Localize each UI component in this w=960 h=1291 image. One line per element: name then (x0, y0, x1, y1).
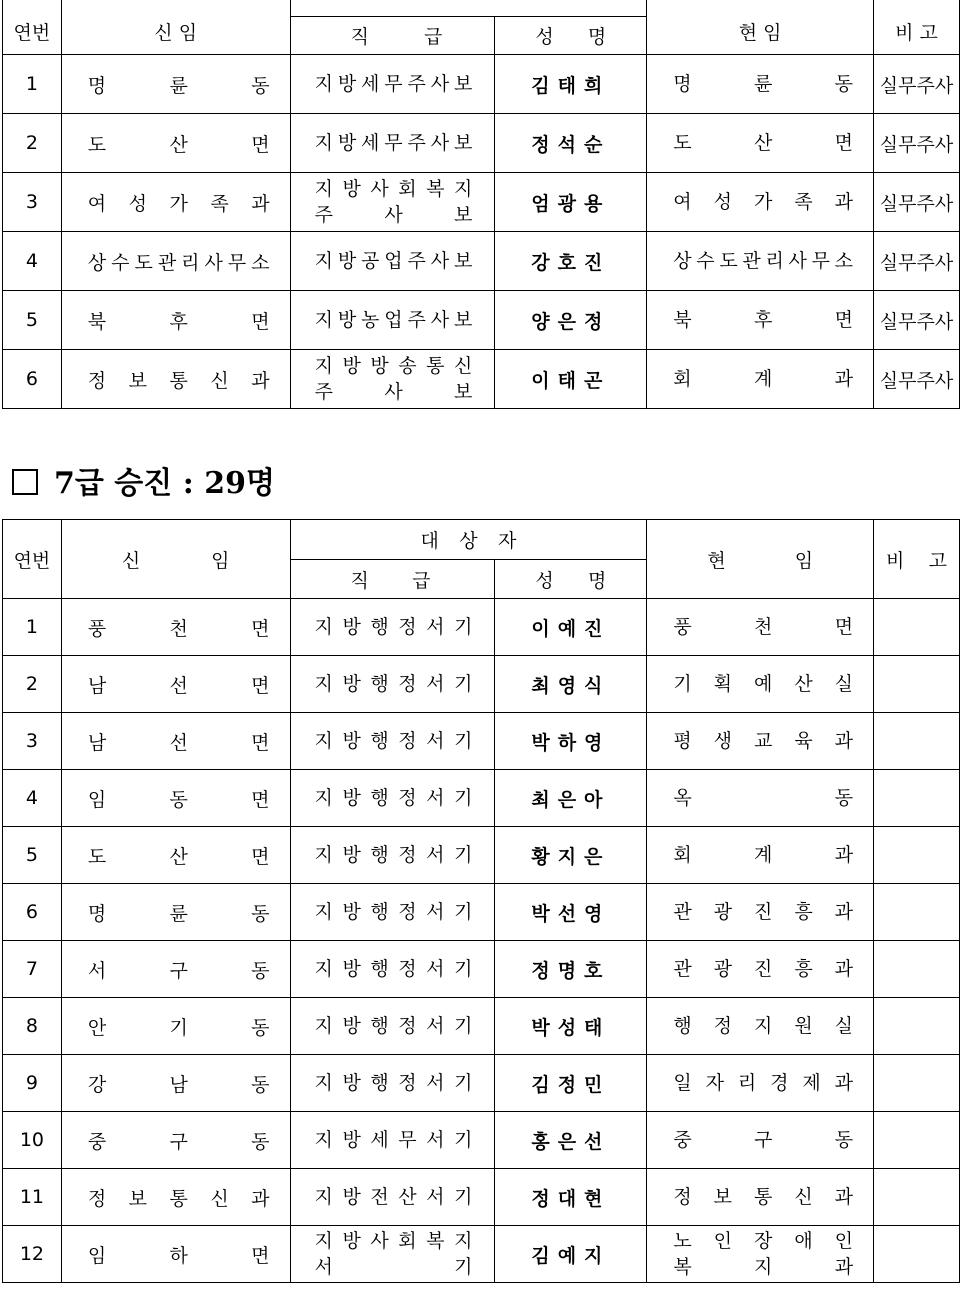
note: 실무주사 (874, 350, 960, 409)
table-row (3, 1055, 960, 1112)
note (874, 599, 960, 656)
person-name: 정대현 (495, 1169, 647, 1226)
current-post: 노 인 장 애 인 복 지 과 (647, 1226, 874, 1283)
row-number: 5 (3, 291, 62, 350)
new-post: 정 보 통 신 과 (61, 350, 290, 409)
note (874, 1055, 960, 1112)
note: 실무주사 (874, 114, 960, 173)
rank: 지 방 사 회 복 지 주 사 보 (290, 173, 495, 232)
rank: 지 방 세 무 서 기 (290, 1112, 495, 1169)
person-name: 박하영 (495, 713, 647, 770)
new-post: 남 선 면 (61, 656, 290, 713)
table-row (3, 599, 960, 656)
row-number: 10 (3, 1112, 62, 1169)
person-name: 엄광용 (495, 173, 647, 232)
new-post: 남 선 면 (61, 713, 290, 770)
row-number: 6 (3, 350, 62, 409)
current-post: 도 산 면 (647, 114, 874, 173)
current-post: 중 구 동 (647, 1112, 874, 1169)
row-number: 4 (3, 232, 62, 291)
row-number: 1 (3, 599, 62, 656)
current-post: 여 성 가 족 과 (647, 173, 874, 232)
header-note: 비 고 (874, 0, 960, 55)
person-name: 홍은선 (495, 1112, 647, 1169)
rank: 지 방 행 정 서 기 (290, 941, 495, 998)
row-number: 6 (3, 884, 62, 941)
new-post: 여 성 가 족 과 (61, 173, 290, 232)
table-row (3, 827, 960, 884)
rank: 지 방 행 정 서 기 (290, 998, 495, 1055)
checkbox-square-icon (12, 469, 38, 495)
new-post: 안 기 동 (61, 998, 290, 1055)
current-post: 일 자 리 경 제 과 (647, 1055, 874, 1112)
new-post: 명 륜 동 (61, 884, 290, 941)
row-number: 3 (3, 173, 62, 232)
promotion-table-2 (2, 519, 960, 1283)
person-name: 이예진 (495, 599, 647, 656)
row-number: 2 (3, 114, 62, 173)
table-row (3, 770, 960, 827)
current-post: 북 후 면 (647, 291, 874, 350)
table-row (3, 713, 960, 770)
person-name: 이태곤 (495, 350, 647, 409)
note (874, 827, 960, 884)
current-post: 풍 천 면 (647, 599, 874, 656)
current-post: 명 륜 동 (647, 55, 874, 114)
rank: 지 방 방 송 통 신 주 사 보 (290, 350, 495, 409)
current-post: 회 계 과 (647, 350, 874, 409)
row-number: 12 (3, 1226, 62, 1283)
row-number: 5 (3, 827, 62, 884)
new-post: 정 보 통 신 과 (61, 1169, 290, 1226)
person-name: 김예지 (495, 1226, 647, 1283)
header-name: 성 명 (495, 17, 647, 55)
table-row (3, 884, 960, 941)
person-name: 박선영 (495, 884, 647, 941)
note (874, 1112, 960, 1169)
note: 실무주사 (874, 173, 960, 232)
table-row (3, 55, 960, 114)
person-name: 최은아 (495, 770, 647, 827)
table-row (3, 232, 960, 291)
rank: 지 방 행 정 서 기 (290, 1055, 495, 1112)
section-title: 7급 승진 : 29명 (12, 458, 275, 502)
header-target-cut (290, 0, 647, 17)
new-post: 강 남 동 (61, 1055, 290, 1112)
rank: 지 방 세 무 주 사 보 (290, 55, 495, 114)
table-row (3, 941, 960, 998)
row-number: 4 (3, 770, 62, 827)
table-row (3, 656, 960, 713)
current-post: 옥 동 (647, 770, 874, 827)
current-post: 정 보 통 신 과 (647, 1169, 874, 1226)
note (874, 713, 960, 770)
new-post: 풍 천 면 (61, 599, 290, 656)
new-post: 상 수 도 관 리 사 무 소 (61, 232, 290, 291)
table-row (3, 1112, 960, 1169)
new-post: 명 륜 동 (61, 55, 290, 114)
person-name: 정석순 (495, 114, 647, 173)
person-name: 정명호 (495, 941, 647, 998)
person-name: 김정민 (495, 1055, 647, 1112)
header-no: 연번 (3, 520, 62, 599)
note (874, 770, 960, 827)
note (874, 941, 960, 998)
person-name: 양은정 (495, 291, 647, 350)
current-post: 행 정 지 원 실 (647, 998, 874, 1055)
header-current-post: 현 임 (647, 520, 874, 599)
current-post: 관 광 진 흥 과 (647, 884, 874, 941)
header-name: 성 명 (495, 560, 647, 599)
new-post: 임 동 면 (61, 770, 290, 827)
table-row (3, 350, 960, 409)
table-row (3, 1169, 960, 1226)
header-note: 비 고 (874, 520, 960, 599)
row-number: 7 (3, 941, 62, 998)
row-number: 2 (3, 656, 62, 713)
current-post: 회 계 과 (647, 827, 874, 884)
table-row (3, 173, 960, 232)
table-row (3, 114, 960, 173)
header-new-post: 신 임 (61, 520, 290, 599)
current-post: 상 수 도 관 리 사 무 소 (647, 232, 874, 291)
rank: 지 방 사 회 복 지 서 기 (290, 1226, 495, 1283)
row-number: 3 (3, 713, 62, 770)
row-number: 8 (3, 998, 62, 1055)
table-row (3, 998, 960, 1055)
current-post: 관 광 진 흥 과 (647, 941, 874, 998)
note (874, 884, 960, 941)
row-number: 1 (3, 55, 62, 114)
row-number: 11 (3, 1169, 62, 1226)
person-name: 황지은 (495, 827, 647, 884)
rank: 지 방 행 정 서 기 (290, 884, 495, 941)
note (874, 656, 960, 713)
rank: 지 방 행 정 서 기 (290, 599, 495, 656)
note (874, 1226, 960, 1283)
person-name: 최영식 (495, 656, 647, 713)
new-post: 북 후 면 (61, 291, 290, 350)
current-post: 평 생 교 육 과 (647, 713, 874, 770)
note (874, 998, 960, 1055)
new-post: 중 구 동 (61, 1112, 290, 1169)
header-target: 대 상 자 (290, 520, 647, 560)
note: 실무주사 (874, 232, 960, 291)
rank: 지 방 행 정 서 기 (290, 656, 495, 713)
new-post: 서 구 동 (61, 941, 290, 998)
current-post: 기 획 예 산 실 (647, 656, 874, 713)
note: 실무주사 (874, 291, 960, 350)
note: 실무주사 (874, 55, 960, 114)
new-post: 임 하 면 (61, 1226, 290, 1283)
person-name: 박성태 (495, 998, 647, 1055)
rank: 지 방 농 업 주 사 보 (290, 291, 495, 350)
person-name: 강호진 (495, 232, 647, 291)
header-current-post: 현 임 (647, 0, 874, 55)
table-row (3, 1226, 960, 1283)
note (874, 1169, 960, 1226)
row-number: 9 (3, 1055, 62, 1112)
rank: 지 방 공 업 주 사 보 (290, 232, 495, 291)
header-no: 연번 (3, 0, 62, 55)
rank: 지 방 행 정 서 기 (290, 827, 495, 884)
header-new-post: 신 임 (61, 0, 290, 55)
promotion-table-1 (2, 0, 960, 409)
rank: 지 방 행 정 서 기 (290, 770, 495, 827)
person-name: 김태희 (495, 55, 647, 114)
rank: 지 방 전 산 서 기 (290, 1169, 495, 1226)
header-rank: 직 급 (290, 560, 495, 599)
rank: 지 방 세 무 주 사 보 (290, 114, 495, 173)
rank: 지 방 행 정 서 기 (290, 713, 495, 770)
new-post: 도 산 면 (61, 827, 290, 884)
header-rank: 직 급 (290, 17, 495, 55)
new-post: 도 산 면 (61, 114, 290, 173)
table-row (3, 291, 960, 350)
